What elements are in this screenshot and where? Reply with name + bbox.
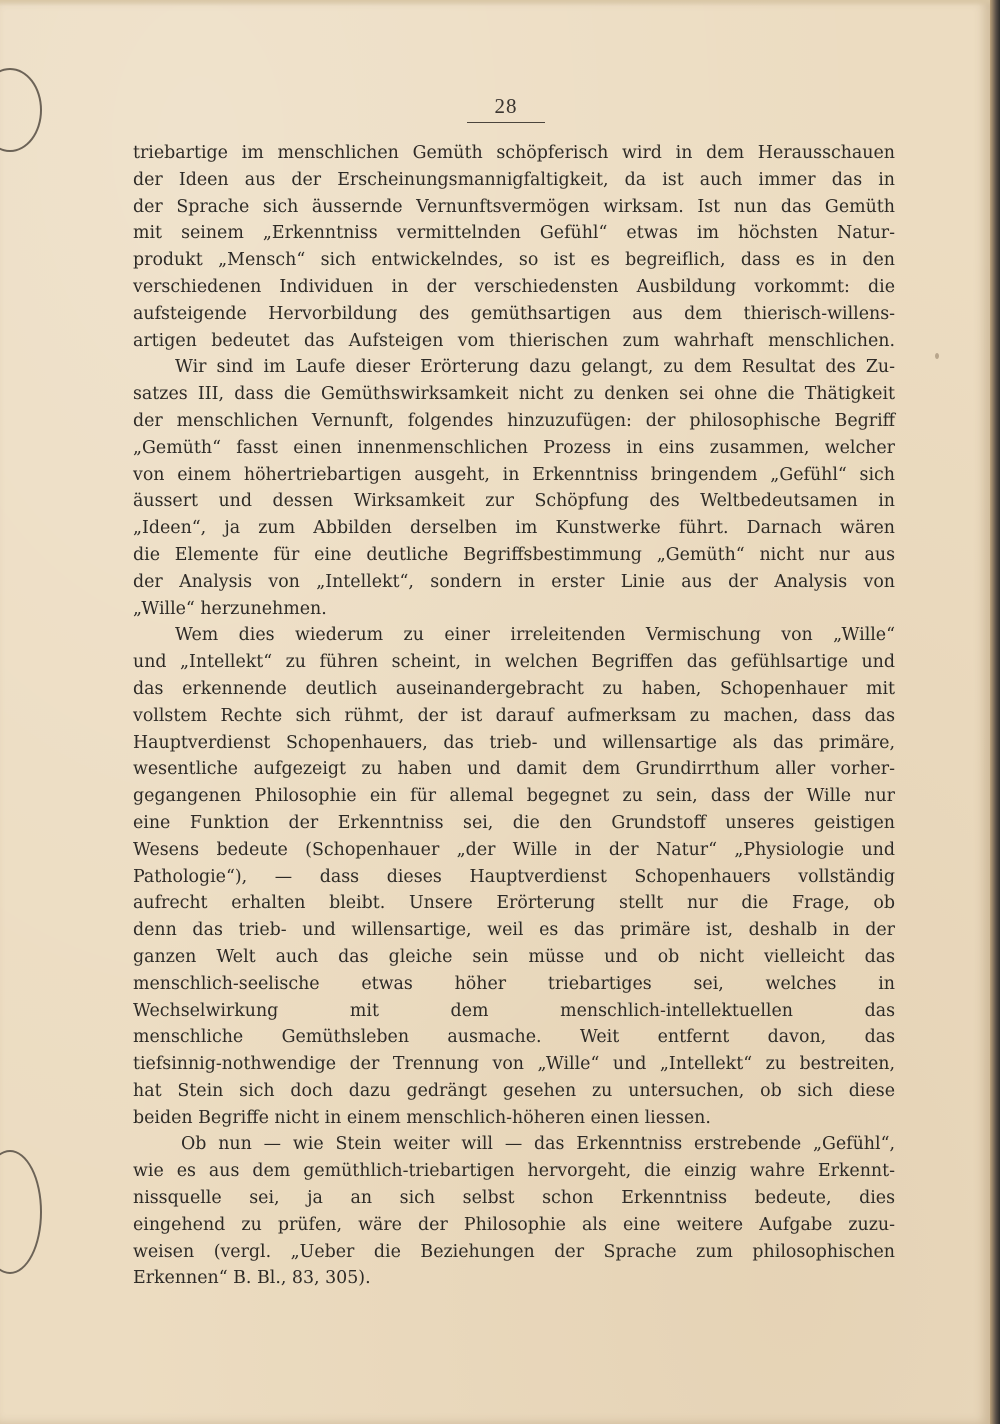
- text-line: „Ideen“, ja zum Abbilden derselben im Kunstwerke führt. Darnach wären: [133, 518, 895, 539]
- text-line: der menschlichen Vernunft, folgendes hinzuzufügen: der philosophische Begriff: [133, 410, 895, 431]
- text-line: der Ideen aus der Erscheinungsmannigfaltigkeit, da ist auch immer das in: [133, 169, 895, 190]
- text-line: ganzen Welt auch das gleiche sein müsse und ob nicht vielleicht das: [133, 946, 895, 967]
- text-line: und „Intellekt“ zu führen scheint, in welchen Begriffen das gefühlsartige und: [133, 652, 895, 673]
- text-line: Ob nun — wie Stein weiter will — das Erkenntniss erstrebende „Gefühl“,: [181, 1134, 895, 1155]
- text-line: aufsteigende Hervorbildung des gemüthsartigen aus dem thierisch-willens-: [133, 303, 895, 324]
- text-line: eine Funktion der Erkenntniss sei, die den Grundstoff unseres geistigen: [133, 812, 895, 833]
- text-line: Wechselwirkung mit dem menschlich-intellektuellen das: [133, 1000, 895, 1021]
- text-line: gegangenen Philosophie ein für allemal begegnet zu sein, dass der Wille nur: [133, 786, 895, 807]
- text-line: das erkennende deutlich auseinandergebracht zu haben, Schopenhauer mit: [133, 678, 895, 699]
- body-text: [133, 140, 895, 1292]
- page-top-edge: [0, 0, 990, 6]
- text-line: beiden Begriffe nicht in einem menschlich-höheren einen liessen.: [133, 1107, 711, 1128]
- paragraph-4: [133, 1131, 895, 1292]
- text-line: Wem dies wiederum zu einer irreleitenden Vermischung von „Wille“: [175, 625, 895, 646]
- page-binding-edge: [990, 0, 1000, 1424]
- text-line: der Sprache sich äussernde Vernunftsvermögen wirksam. Ist nun das Gemüth: [133, 196, 895, 217]
- text-line: vollstem Rechte sich rühmt, der ist darauf aufmerksam zu machen, dass das: [133, 705, 895, 726]
- binding-hole-top: [0, 68, 42, 152]
- text-line: äussert und dessen Wirksamkeit zur Schöpfung des Weltbedeutsamen in: [133, 491, 895, 512]
- text-line: wesentliche aufgezeigt zu haben und damit dem Grundirrthum aller vorher-: [133, 759, 895, 780]
- text-line: tiefsinnig-nothwendige der Trennung von „Wille“ und „Intellekt“ zu bestreiten,: [133, 1054, 895, 1075]
- text-line: „Wille“ herzunehmen.: [133, 598, 327, 619]
- text-line: Wir sind im Laufe dieser Erörterung dazu gelangt, zu dem Resultat des Zu-: [175, 357, 895, 378]
- paragraph-1: [133, 140, 895, 354]
- text-line: produkt „Mensch“ sich entwickelndes, so ist es begreiflich, dass es in den: [133, 250, 895, 271]
- text-line: der Analysis von „Intellekt“, sondern in erster Linie aus der Analysis von: [133, 571, 895, 592]
- paragraph-3: [133, 622, 895, 1131]
- text-line: menschliche Gemüthsleben ausmache. Weit entfernt davon, das: [133, 1027, 895, 1048]
- text-line: wie es aus dem gemüthlich-triebartigen hervorgeht, die einzig wahre Erkennt-: [133, 1161, 895, 1182]
- paragraph-2: [133, 354, 895, 622]
- binding-hole-bottom: [0, 1150, 42, 1274]
- page-number: 28: [494, 94, 518, 118]
- page-number-rule: [467, 122, 545, 123]
- text-line: satzes III, dass die Gemüthswirksamkeit nicht zu denken sei ohne die Thätigkeit: [133, 384, 895, 405]
- text-line: hat Stein sich doch dazu gedrängt gesehen zu untersuchen, ob sich diese: [133, 1080, 895, 1101]
- text-line: von einem höhertriebartigen ausgeht, in Erkenntniss bringendem „Gefühl“ sich: [133, 464, 895, 485]
- text-line: „Gemüth“ fasst einen innenmenschlichen Prozess in eins zusammen, welcher: [133, 437, 895, 458]
- text-line: Erkennen“ B. Bl., 83, 305).: [133, 1268, 371, 1289]
- text-line: mit seinem „Erkenntniss vermittelnden Gefühl“ etwas im höchsten Natur-: [133, 223, 895, 244]
- text-line: triebartige im menschlichen Gemüth schöpferisch wird in dem Herausschauen: [133, 143, 895, 163]
- text-line: denn das trieb- und willensartige, weil es das primäre ist, deshalb in der: [133, 920, 895, 941]
- text-line: menschlich-seelische etwas höher triebartiges sei, welches in: [133, 973, 895, 994]
- text-line: eingehend zu prüfen, wäre der Philosophie als eine weitere Aufgabe zuzu-: [133, 1214, 895, 1235]
- text-line: Wesens bedeute (Schopenhauer „der Wille in der Natur“ „Physiologie und: [133, 839, 895, 860]
- text-line: Hauptverdienst Schopenhauers, das trieb- und willensartige als das primäre,: [133, 732, 895, 753]
- text-line: nissquelle sei, ja an sich selbst schon Erkenntniss bedeute, dies: [133, 1188, 895, 1209]
- text-line: die Elemente für eine deutliche Begriffsbestimmung „Gemüth“ nicht nur aus: [133, 544, 895, 565]
- text-line: aufrecht erhalten bleibt. Unsere Erörterung stellt nur die Frage, ob: [133, 893, 895, 914]
- text-line: artigen bedeutet das Aufsteigen vom thierischen zum wahrhaft menschlichen.: [133, 330, 895, 351]
- paper-speck: [935, 353, 939, 359]
- text-line: weisen (vergl. „Ueber die Beziehungen der Sprache zum philosophischen: [133, 1241, 895, 1262]
- text-line: verschiedenen Individuen in der verschiedensten Ausbildung vorkommt: die: [133, 276, 895, 297]
- text-line: Pathologie“), — dass dieses Hauptverdienst Schopenhauers vollständig: [133, 866, 895, 887]
